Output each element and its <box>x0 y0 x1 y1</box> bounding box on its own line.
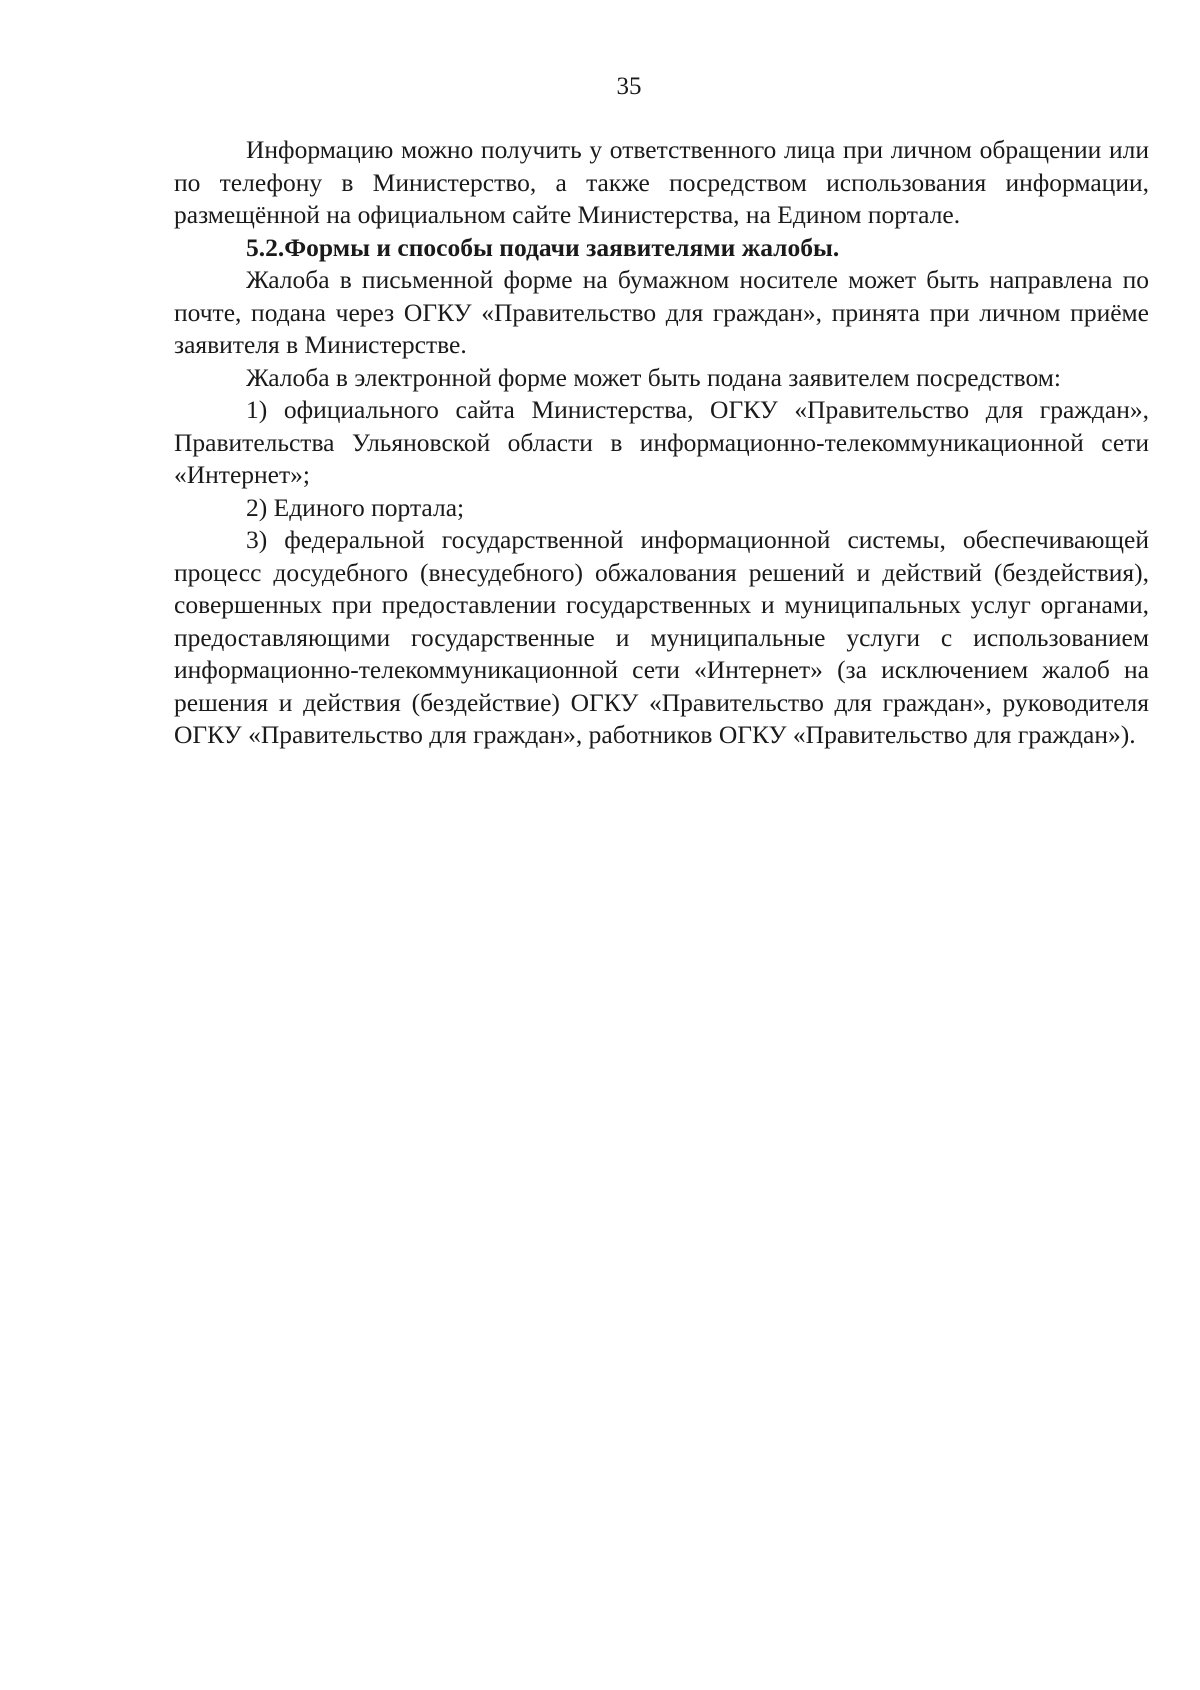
section-heading: 5.2.Формы и способы подачи заявителями жалобы. <box>246 232 840 262</box>
paragraph: Информацию можно получить у ответственного лица при личном обращении или по телефону в Министерство, а также посредством использования информации, размещённой на официальном сайте Министерства, на Едином портале. <box>174 135 1149 229</box>
list-item: 3) федеральной государственной информационной системы, обеспечивающей процесс досудебного (внесудебного) обжалования решений и действий (бездействия), совершенных при предоставлении государственных и муниципальных услуг органами, предоставляющими государственные и муниципальные услуги с использованием информационно-телекоммуникационной сети «Интернет» (за исключением жалоб на решения и действия (бездействие) ОГКУ «Правительство для граждан», руководителя ОГКУ «Правительство для граждан», работников ОГКУ «Правительство для граждан»). <box>174 525 1149 749</box>
paragraph: Жалоба в письменной форме на бумажном носителе может быть направлена по почте, подана через ОГКУ «Правительство для граждан», принята при личном приёме заявителя в Министерстве. <box>174 265 1149 359</box>
list-item: 1) официального сайта Министерства, ОГКУ «Правительство для граждан», Правительства Ульяновской области в информационно-телекоммуникационной сети «Интернет»; <box>174 395 1149 489</box>
page-number: 35 <box>616 73 642 100</box>
document-body <box>174 134 1149 752</box>
paragraph: Жалоба в электронной форме может быть подана заявителем посредством: <box>246 362 1061 392</box>
list-item: 2) Единого портала; <box>246 492 465 522</box>
